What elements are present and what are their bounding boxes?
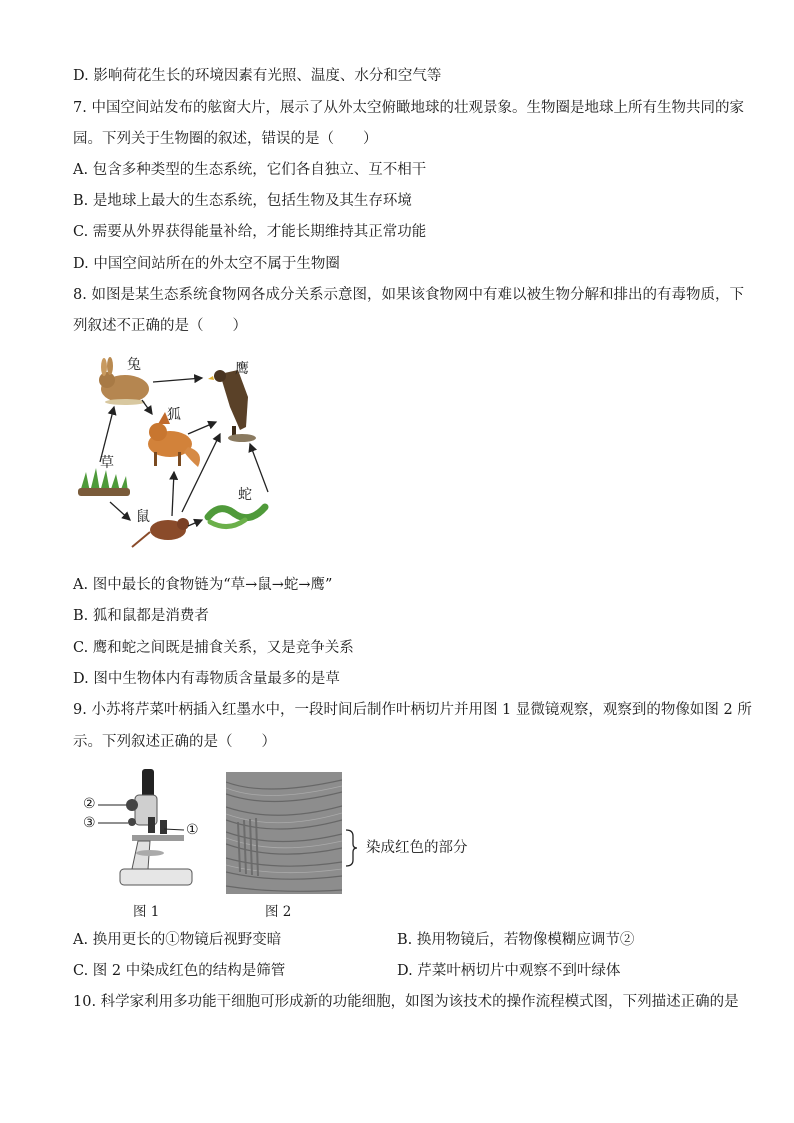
q7-option-a: A. 包含多种类型的生态系统，它们各自独立、互不相干 [73,162,427,178]
question-8-stem: 8. 如图是某生态系统食物网各成分关系示意图，如果该食物网中有难以被生物分解和排出的有毒物质，下 [73,287,744,303]
q8-option-d: D. 图中生物体内有毒物质含量最多的是草 [73,671,340,687]
label-mouse: 鼠 [136,509,150,525]
label-fox: 狐 [167,407,181,423]
annotation-bracket [344,828,358,868]
option-line: D. 影响荷花生长的环境因素有光照、温度、水分和空气等 [73,68,442,84]
question-7-stem: 7. 中国空间站发布的舷窗大片，展示了从外太空俯瞰地球的壮观景象。生物圈是地球上所有生物共同的家 [73,100,744,116]
q8-option-b: B. 狐和鼠都是消费者 [73,608,209,624]
marker-2: ② [83,796,96,812]
marker-1: ① [186,822,199,838]
food-web-figure [70,352,285,557]
q7-option-c: C. 需要从外界获得能量补给，才能长期维持其正常功能 [73,224,427,240]
q8-option-c: C. 鹰和蛇之间既是捕食关系，又是竞争关系 [73,640,354,656]
q7-option-d: D. 中国空间站所在的外太空不属于生物圈 [73,256,340,272]
figure-2-caption: 图 2 [265,904,292,920]
q9-option-a: A. 换用更长的①物镜后视野变暗 [73,932,282,948]
question-7-stem-cont: 园。下列关于生物圈的叙述，错误的是（ ） [73,131,378,147]
label-rabbit: 兔 [127,357,141,373]
rabbit-icon [99,357,149,405]
q9-option-b: B. 换用物镜后，若物像模糊应调节② [397,932,635,948]
eagle-icon [208,370,256,442]
micrograph-image [226,772,342,894]
microscope-figure [80,765,210,895]
stained-part-annotation: 染成红色的部分 [366,840,468,856]
grass-icon [78,468,130,496]
q9-option-d: D. 芹菜叶柄切片中观察不到叶绿体 [397,963,621,979]
figure-1-caption: 图 1 [133,904,160,920]
q8-option-a: A. 图中最长的食物链为“草→鼠→蛇→鹰” [73,577,333,593]
micrograph-figure [226,772,342,894]
q9-option-c: C. 图 2 中染成红色的结构是筛管 [73,963,286,979]
q7-option-b: B. 是地球上最大的生态系统，包括生物及其生存环境 [73,193,412,209]
question-8-stem-cont: 列叙述不正确的是（ ） [73,318,247,334]
question-10-stem: 10. 科学家利用多功能干细胞可形成新的功能细胞，如图为该技术的操作流程模式图，下列描述正确的是 [73,994,739,1010]
marker-3: ③ [83,815,96,831]
question-9-stem: 9. 小苏将芹菜叶柄插入红墨水中，一段时间后制作叶柄切片并用图 1 显微镜观察，观察到的物像如图 2 所 [73,702,752,718]
label-snake: 蛇 [238,487,252,503]
question-9-stem-cont: 示。下列叙述正确的是（ ） [73,734,276,750]
snake-icon [208,507,265,527]
label-eagle: 鹰 [235,361,249,377]
label-grass: 草 [100,455,114,471]
